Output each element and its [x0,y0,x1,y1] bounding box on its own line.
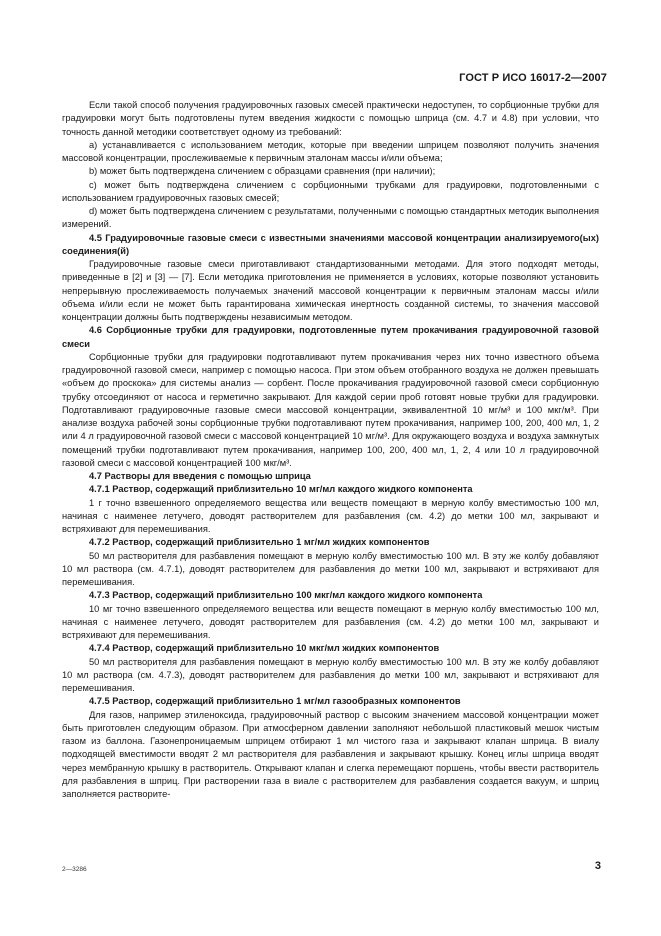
body-paragraph: Градуировочные газовые смеси приготавливают стандартизованными методами. Для этого подходят методы, приведенные в [2] и [3] — [7]. Если методика приготовления не применяется в условиях, которые позволяют установить непрерывную прослеживаемость получаемых значений массовой концентрации к первичным эталонам массы и/или объема и/или если не может быть гарантирована химическая инертность созданной системы, то значения массовой концентрации должны быть подтверждены независимым методом. [62,259,599,322]
body-paragraph: a) устанавливается с использованием методик, которые при введении шприцем позволяют получить значения массовой концентрации, прослеживаемые к первичным эталонам массы и/или объема; [62,139,599,163]
document-body [62,99,599,801]
body-paragraph: d) может быть подтверждена сличением с результатами, полученными с помощью стандартных методик выполнения измерений. [62,206,599,230]
section-heading: 4.5 Градуировочные газовые смеси с известными значениями массовой концентрации анализируемого(ых) соединения(й) [62,232,599,256]
section-heading: 4.7.4 Раствор, содержащий приблизительно 10 мкг/мл жидких компонентов [89,643,440,654]
section-heading: 4.7 Растворы для введения с помощью шприца [89,471,311,481]
print-code: 2—3286 [62,866,87,873]
body-paragraph: 10 мг точно взвешенного определяемого вещества или веществ помещают в мерную колбу вместимостью 100 мл, начиная с наименее летучего, доводят растворителем для разбавления (см. 4.2) до метки 100 мл, закрывают и встряхивают для перемешивания. [62,603,599,640]
section-heading: 4.7.1 Раствор, содержащий приблизительно 10 мг/мл каждого жидкого компонента [89,484,473,495]
section-heading: 4.7.5 Раствор, содержащий приблизительно 1 мг/мл газообразных компонентов [89,696,461,707]
section-heading: 4.7.3 Раствор, содержащий приблизительно 100 мкг/мл каждого жидкого компонента [89,590,483,601]
body-paragraph: c) может быть подтверждена сличением с сорбционными трубками для градуировки, подготовленными с использованием градуировочных газовых смесей; [62,179,599,203]
page-number: 3 [594,860,601,872]
body-paragraph: 1 г точно взвешенного определяемого вещества или веществ помещают в мерную колбу вместимостью 100 мл, начиная с наименее летучего, доводят растворителем для разбавления (см. 4.2) до метки 100 мл, закрывают и встряхивают для перемешивания. [62,497,599,534]
body-paragraph: Если такой способ получения градуировочных газовых смесей практически недоступен, то сорбционные трубки для градуировки могут быть подготовлены путем введения жидкости с помощью шприца (см. 4.7 и 4.8) при условии, что точность данной методики соответствует одному из требований: [62,100,599,137]
section-heading: 4.7.2 Раствор, содержащий приблизительно 1 мг/мл жидких компонентов [89,537,430,548]
section-heading: 4.6 Сорбционные трубки для градуировки, подготовленные путем прокачивания градуировочной газовой смеси [62,325,599,349]
body-paragraph: b) может быть подтверждена сличением с образцами сравнения (при наличии); [89,166,436,177]
body-paragraph: 50 мл растворителя для разбавления помещают в мерную колбу вместимостью 100 мл. В эту же колбу добавляют 10 мл раствора (см. 4.7.3), доводят растворителем для разбавления до метки 100 мл, закрывают и встряхивают для перемешивания. [62,656,599,693]
standard-header: ГОСТ Р ИСО 16017-2—2007 [459,72,607,84]
body-paragraph: Сорбционные трубки для градуировки подготавливают путем прокачивания через них точно известного объема градуировочной газовой смеси, например с помощью насоса. При этом объем отобранного воздуха не должен превышать «объем до проскока» для системы анализ — сорбент. После прокачивания градуировочной газовой смеси сорбционную трубку отсоединяют от насоса и герметично закрывают. Для каждой серии проб готовят новые трубки для градуировки. Подготавливают градуировочные газовые смеси массовой концентрации, эквивалентной 10 мг/м³ и 100 мкг/м³. При анализе воздуха рабочей зоны сорбционные трубки подготавливают путем прокачивания, например 100, 200, 400 мл, 1, 2 или 4 л градуировочной газовой смеси с массовой концентрацией 10 мг/м³. Для окружающего воздуха и воздуха замкнутых помещений трубки подготавливают путем прокачивания, например 100, 200, 400 мл, 1, 2, 4 или 10 л градуировочной газовой смеси с массовой концентрацией 100 мкг/м³. [62,351,599,468]
body-paragraph: Для газов, например этиленоксида, градуировочный раствор с высоким значением массовой концентрации может быть приготовлен следующим образом. При атмосферном давлении заполняют небольшой пластиковый мешок чистым газом из баллона. Газонепроницаемым шприцем отбирают 1 мл чистого газа и закрывают клапан шприца. В виалу подходящей вместимости вводят 2 мл растворителя для разбавления и закрывают крышку. Конец иглы шприца вводят через мембранную крышку в растворитель. Открывают клапан и слегка перемещают поршень, чтобы ввести растворитель для разбавления в шприц. При растворении газа в виале с растворителем для разбавления создается вакуум, и шприц заполняется растворите- [62,709,599,799]
body-paragraph: 50 мл растворителя для разбавления помещают в мерную колбу вместимостью 100 мл. В эту же колбу добавляют 10 мл раствора (см. 4.7.1), доводят растворителем для разбавления до метки 100 мл, закрывают и встряхивают для перемешивания. [62,550,599,587]
